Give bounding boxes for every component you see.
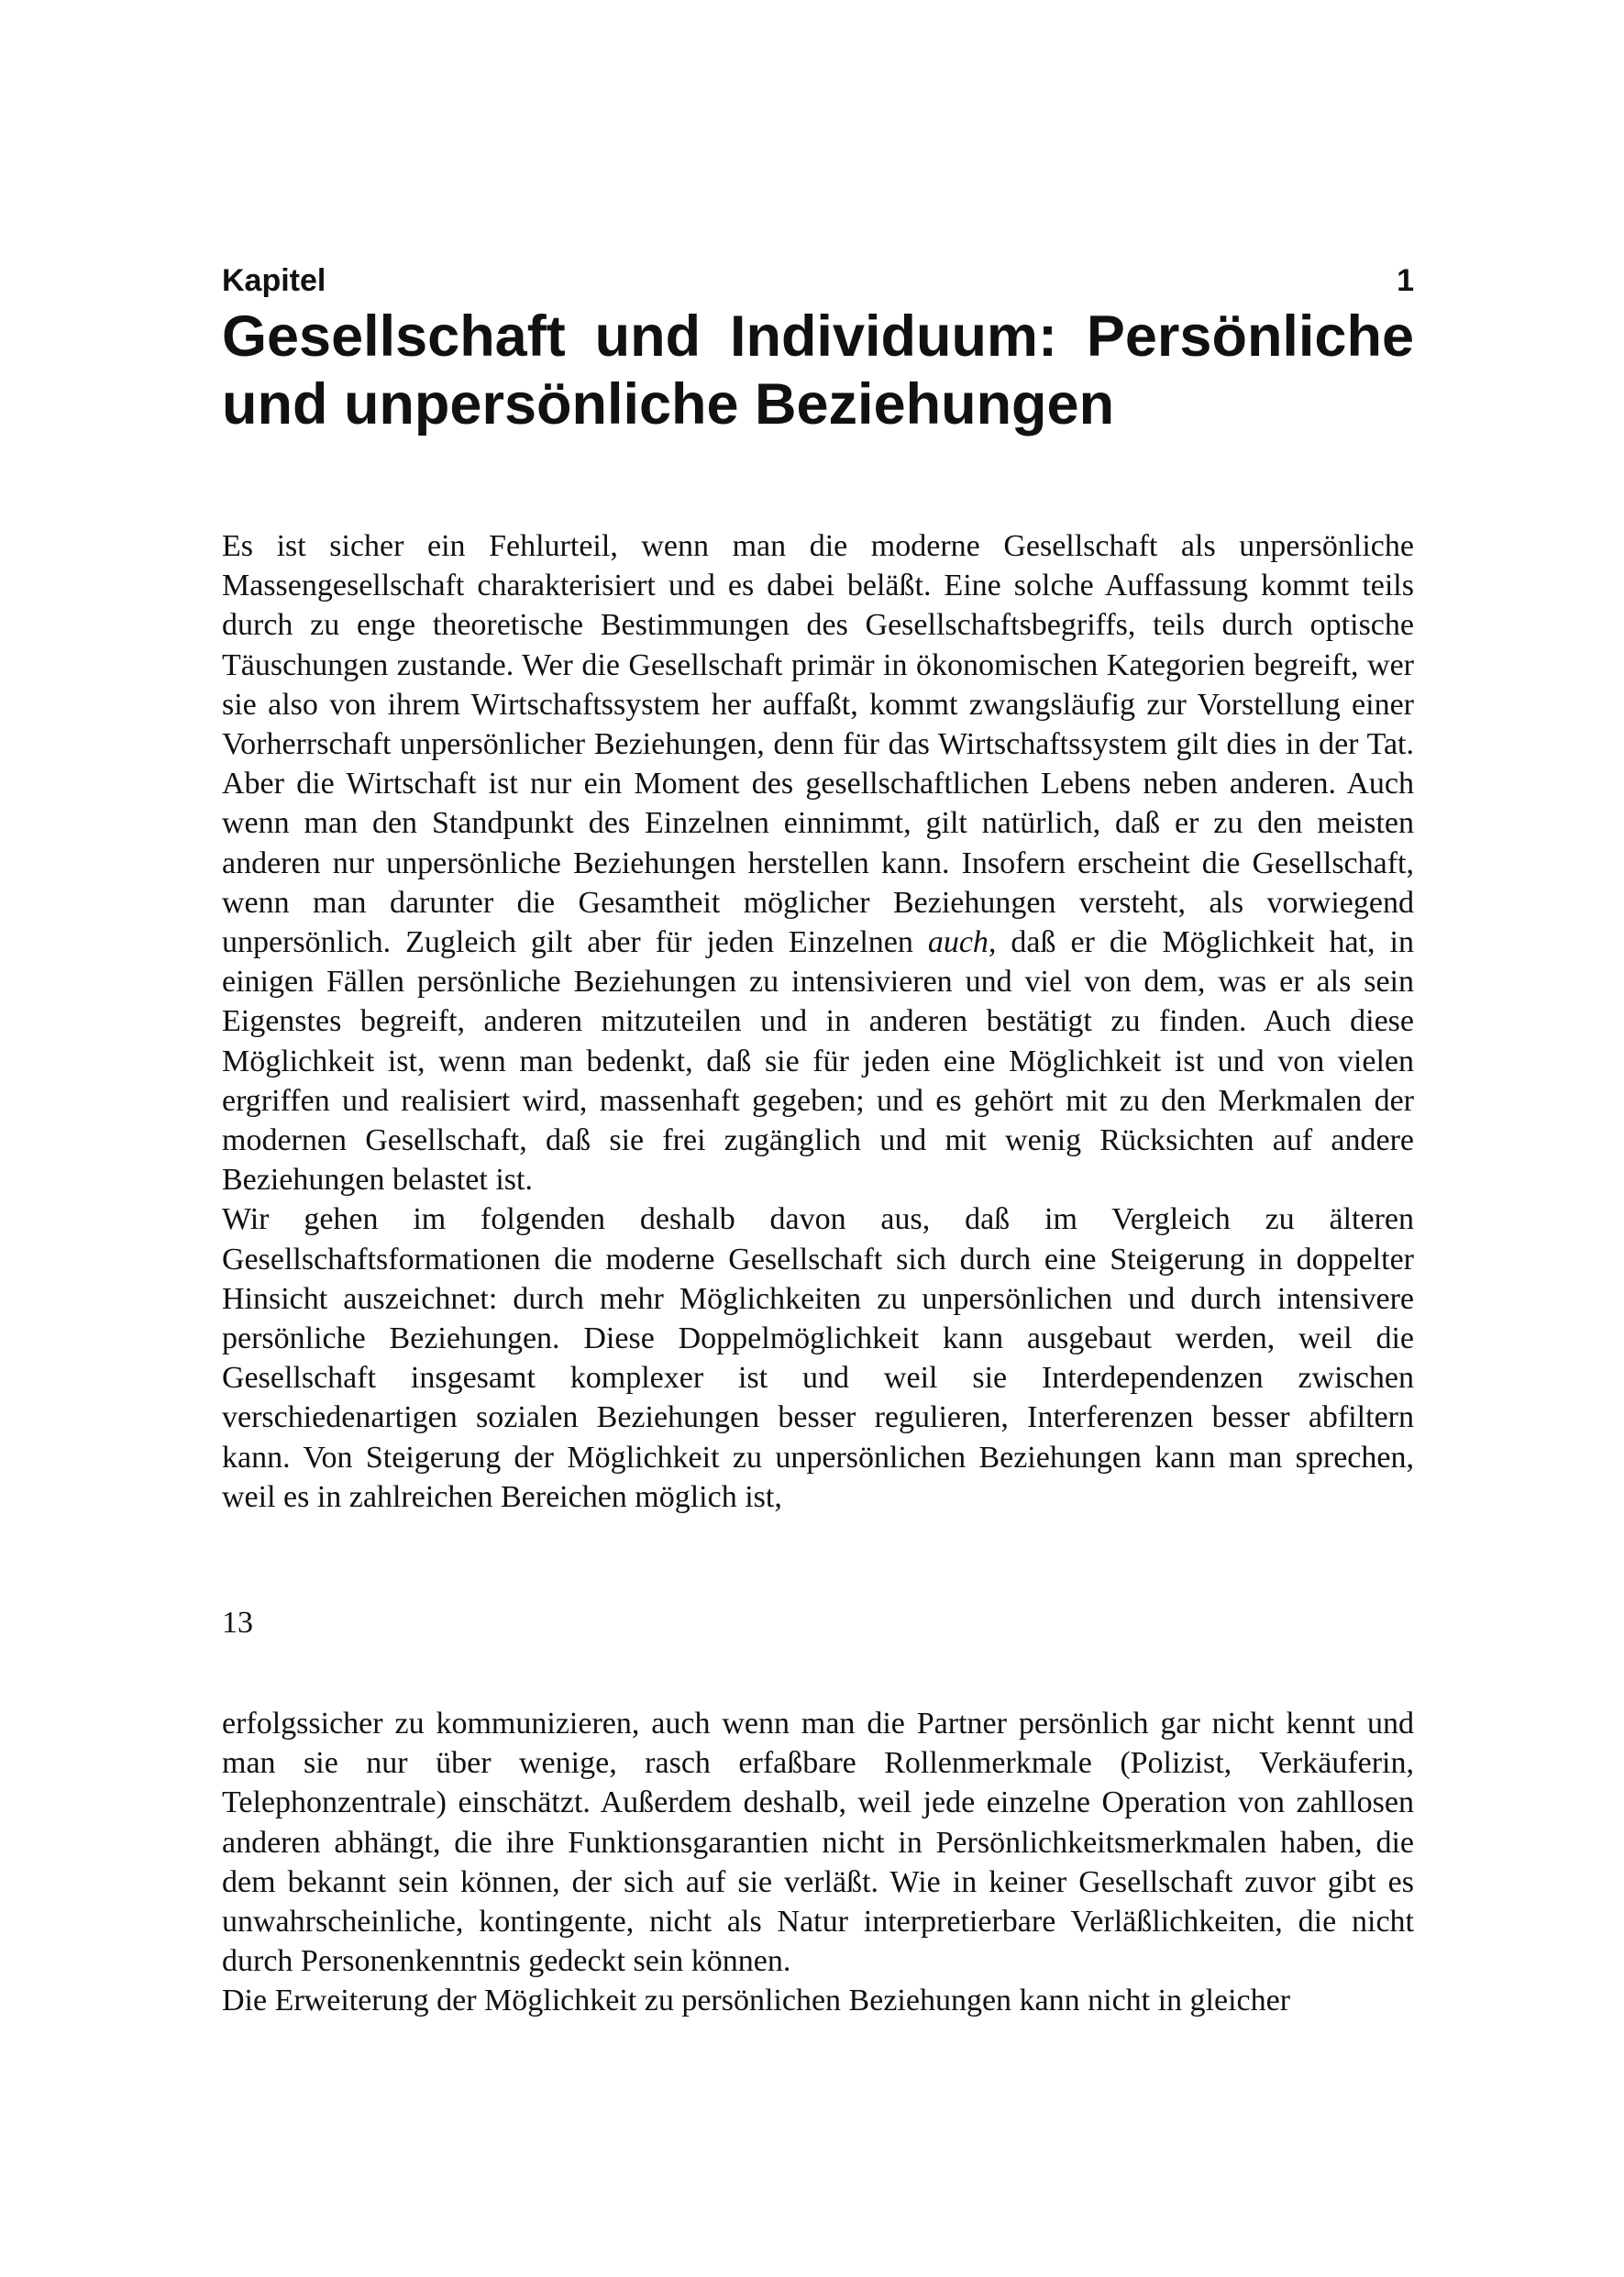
chapter-label: Kapitel: [222, 263, 326, 298]
body-text-block-1: [222, 526, 1414, 1517]
body-text-block-2: [222, 1704, 1414, 2021]
paragraph-3: erfolgssicher zu kommunizieren, auch wenn man die Partner persönlich gar nicht kennt und man sie nur über wenige, rasch erfaßbare Rollenmerkmale (Polizist, Verkäuferin, Telephonzentrale) einschätzt. Außerdem deshalb, weil jede einzelne Operation von zahllosen anderen abhängt, die ihre Funktionsgarantien nicht in Persönlichkeitsmerkmalen haben, die dem bekannt sein können, der sich auf sie verläßt. Wie in keiner Gesellschaft zuvor gibt es unwahrscheinliche, kontingente, nicht als Natur interpretierbare Verläßlichkeiten, die nicht durch Personenkenntnis gedeckt sein können.: [222, 1707, 1414, 1979]
chapter-heading-row: [222, 262, 1414, 299]
paragraph-4: Die Erweiterung der Möglichkeit zu persönlichen Beziehungen kann nicht in gleicher: [222, 1984, 1291, 2018]
paragraph-1: [222, 526, 1414, 1199]
page-number: 13: [222, 1606, 253, 1640]
chapter-title: Gesellschaft und Individuum: Persönliche und unpersönliche Beziehungen: [222, 304, 1414, 437]
document-page: [222, 0, 1414, 2277]
emphasis-auch: auch,: [927, 925, 997, 960]
paragraph-1-part-2: daß er die Möglichkeit hat, in einigen Fällen persönliche Beziehungen zu intensivieren und viel von dem, was er als sein Eigenstes begreift, anderen mitzuteilen und in anderen bestätigt zu finden. Auch diese Möglichkeit ist, wenn man bedenkt, daß sie für jeden eine Möglichkeit ist und von vielen ergriffen und realisiert wird, massenhaft gegeben; und es gehört mit zu den Merkmalen der modernen Gesellschaft, daß sie frei zugänglich und mit wenig Rücksichten auf andere Beziehungen belastet ist.: [222, 925, 1414, 1198]
paragraph-2: Wir gehen im folgenden deshalb davon aus, daß im Vergleich zu älteren Gesellschaftsformationen die moderne Gesellschaft sich durch eine Steigerung in doppelter Hinsicht auszeichnet: durch mehr Möglichkeiten zu unpersönlichen und durch intensivere persönliche Beziehungen. Diese Doppelmöglichkeit kann ausgebaut werden, weil die Gesellschaft insgesamt komplexer ist und weil sie Interdependenzen zwischen verschiedenartigen sozialen Beziehungen besser regulieren, Interferenzen besser abfiltern kann. Von Steigerung der Möglichkeit zu unpersönlichen Beziehungen kann man sprechen, weil es in zahlreichen Bereichen möglich ist,: [222, 1202, 1414, 1514]
paragraph-1-part-1: Es ist sicher ein Fehlurteil, wenn man die moderne Gesellschaft als unpersönliche Massengesellschaft charakterisiert und es dabei beläßt. Eine solche Auffassung kommt teils durch zu enge theoretische Bestimmungen des Gesellschaftsbegriffs, teils durch optische Täuschungen zustande. Wer die Gesellschaft primär in ökonomischen Kategorien begreift, wer sie also von ihrem Wirtschaftssystem her auffaßt, kommt zwangsläufig zur Vorstellung einer Vorherrschaft unpersönlicher Beziehungen, denn für das Wirtschaftssystem gilt dies in der Tat. Aber die Wirtschaft ist nur ein Moment des gesellschaftlichen Lebens neben anderen. Auch wenn man den Standpunkt des Einzelnen einnimmt, gilt natürlich, daß er zu den meisten anderen nur unpersönliche Beziehungen herstellen kann. Insofern erscheint die Gesellschaft, wenn man darunter die Gesamtheit möglicher Beziehungen versteht, als vorwiegend unpersönlich. Zugleich gilt aber für jeden Einzelnen: [222, 529, 1414, 960]
chapter-number: 1: [1397, 263, 1414, 298]
